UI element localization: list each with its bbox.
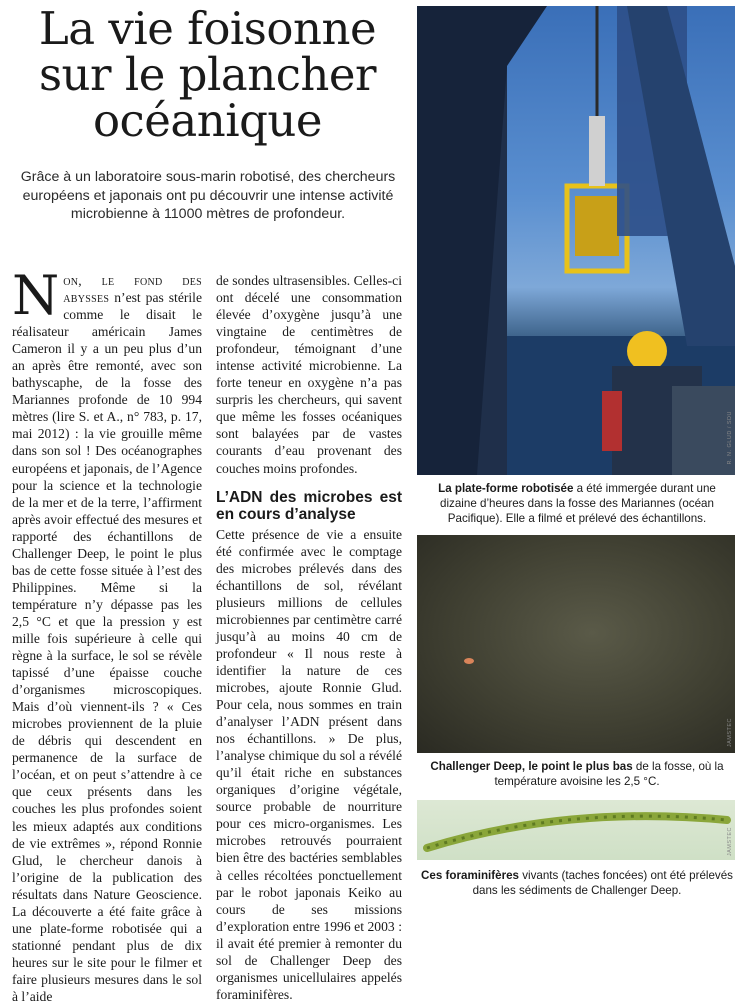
photo2-caption-text: de la fosse, où la température avoisine les 2,5 °C. xyxy=(494,760,724,788)
photo2-caption-bold: Challenger Deep, le point le plus bas xyxy=(430,760,633,773)
opening-smallcaps: on, le fond des abysses xyxy=(63,273,202,306)
drop-cap: N xyxy=(12,264,60,327)
article-column-1 xyxy=(12,264,202,1005)
photo-credit: R. N. GLUD / SDU xyxy=(727,411,733,465)
robotic-platform-photo xyxy=(417,6,735,475)
foraminifera-photo xyxy=(417,800,735,860)
article-lede: Grâce à un laboratoire sous-marin robotisé, des chercheurs européens et japonais ont pu découvrir une intense activité microbienne à 11000 mètres de profondeur. xyxy=(20,169,396,222)
robotic-platform-illustration xyxy=(417,6,735,475)
column-1-text: n’est pas stérile comme le disait le réalisateur américain James Cameron il y a un peu plus d’un an après être remonté, avec son bathyscaphe, de la fosse des Mariannes profonde de 10 994 mètres (lire S. et A., n° 783, p. 17, mai 2012) : la vie grouille même dans son sol ! Des océanographes européens et japonais, de l’Agence pour la science et la technologie de la mer et de la terre, l’affirment après avoir effectué des mesures et rapporté des échantillons de Challenger Deep, le point le plus bas de cette fosse située à l’est des Philippines. Même si la température n’y dépasse pas les 2,5 °C et que la pression y est mille fois supérieure à celle qui règne à la surface, le sol se révèle tapissé d’une épaisse couche d’organismes microscopiques. Mais d’où viennent-ils ? « Ces microbes proviennent de la pluie de débris qui descendent en permanence de la surface de l’océan, et on peut s’attendre à ce que ceux présents dans les couches les plus profondes soient les mieux adaptés aux conditions de vie extrêmes », répond Ronnie Glud, le chercheur danois à l’origine de la publication des résultats dans Nature Geoscience. La découverte a été faite grâce à une plate-forme robotisée qui a stationné pendant plus de dix heures sur le site pour le filmer et faire plusieurs mesures dans le sol à l’aide xyxy=(12,290,202,1004)
photo1-caption-text: a été immergée durant une dizaine d’heures dans la fosse des Mariannes (océan Pacifique). Elle a filmé et prélevé des échantillons. xyxy=(440,482,716,525)
article-column-2 xyxy=(216,272,402,1003)
foraminifera-illustration xyxy=(417,800,735,860)
seafloor-photo xyxy=(417,535,735,753)
paragraph-1 xyxy=(12,264,202,1005)
photo-credit: JAMSTEC xyxy=(727,826,733,856)
photo1-caption-bold: La plate-forme robotisée xyxy=(438,482,574,495)
photo1-caption xyxy=(420,481,734,526)
photo2-caption xyxy=(420,759,734,789)
seafloor-illustration xyxy=(417,535,735,753)
article-subheading: L’ADN des microbes est en cours d’analyse xyxy=(216,488,402,523)
photo3-caption xyxy=(420,868,734,898)
article-headline: La vie foisonne sur le plancher océanique xyxy=(38,2,377,147)
column-2-text-a: de sondes ultrasensibles. Celles-ci ont décelé une consommation élevée d’oxygène jusqu’à une vingtaine de centimètres de profondeur, témoignant d’une intense activité microbienne. La forte teneur en oxygène n’a pas surpris les chercheurs, qui savent que même les fosses océaniques sont balayées par de vastes courants d’eau provenant des couches moins profondes. xyxy=(216,273,402,476)
photo3-caption-bold: Ces foraminifères xyxy=(421,869,519,882)
column-2-text-b: Cette présence de vie a ensuite été confirmée avec le comptage des microbes prélevés dans des échantillons de sol, révélant plusieurs millions de cellules microbiennes par centimètre carré jusqu’à au moins 40 cm de profondeur « Il nous reste à identifier la nature de ces microbes, ajoute Ronnie Glud. Pour cela, nous sommes en train d’analyser l’ADN présent dans nos échantillons. » De plus, l’analyse chimique du sol a révélé qu’il était riche en substances organiques d’origine végétale, source probable de nourriture pour ces micro-organismes. Les microbes retrouvés pourraient bien être des bactéries semblables à celles récoltées ponctuellement par le robot japonais Keiko au cours de ses missions d’exploration entre 1996 et 2003 : il avait été premier à remonter du sol de Challenger Deep des organismes unicellulaires appelés foraminifères. xyxy=(216,526,402,1002)
photo3-caption-text: vivants (taches foncées) ont été prélevés dans les sédiments de Challenger Deep. xyxy=(472,869,733,897)
photo-credit: JAMSTEC xyxy=(727,717,733,747)
